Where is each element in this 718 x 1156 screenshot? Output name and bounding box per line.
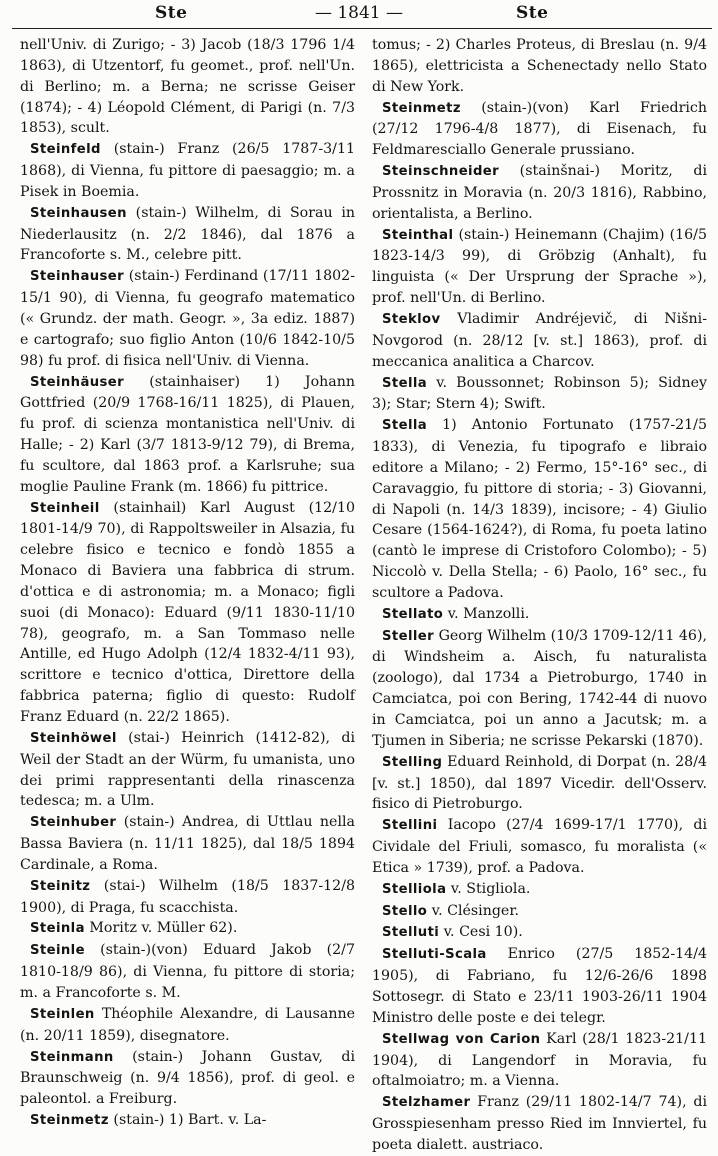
entry-text: Karl (28/1 1823-21/11 1904), di Langendorf in Moravia, fu oftalmoiatro; m. a Vienna. bbox=[372, 1030, 708, 1090]
dictionary-entry bbox=[372, 35, 707, 98]
dictionary-entry bbox=[20, 728, 355, 812]
dictionary-entry bbox=[372, 309, 707, 373]
entry-headword: Stelluti bbox=[382, 925, 440, 941]
entry-text: (stai-) Heinrich (1412-82), di Weil der Stadt an der Würm, fu umanista, uno dei primi rappresentanti della rinascenza tedesca; m. a Ulm. bbox=[20, 729, 355, 810]
running-head-right: Ste bbox=[516, 3, 549, 23]
entry-headword: Steinlen bbox=[30, 1006, 95, 1022]
dictionary-entry bbox=[20, 372, 355, 498]
dictionary-entry bbox=[20, 498, 355, 728]
entry-headword: Steinhäuser bbox=[30, 374, 125, 390]
entry-headword: Steinheil bbox=[30, 500, 100, 516]
dictionary-entry bbox=[372, 901, 707, 923]
entry-headword: Steinle bbox=[30, 943, 85, 959]
entry-text: Georg Wilhelm (10/3 1709-12/11 46), di Windsheim a. Aisch, fu naturalista (zoologo), dal 1734 a Pietroburgo, 1740 in Camciatca, poi con Bering, 1742-44 di nuovo in Camciatca, poi un anno a Jacutsk; m. a Tjumen in Siberia; ne scrisse Pekarski (1870). bbox=[372, 627, 707, 749]
page-number: — 1841 — bbox=[314, 3, 404, 23]
entry-headword: Stellato bbox=[382, 606, 444, 622]
entry-headword: Steinmetz bbox=[382, 100, 461, 116]
entry-headword: Steinhöwel bbox=[30, 730, 117, 746]
entry-text: (stain-) Ferdinand (17/11 1802-15/1 90), di Vienna, fu geografo matematico (« Grundz. der math. Geogr. », 3a ediz. 1887) e cartografo; suo figlio Anton (10/6 1842-10/5 98) fu prof. di fisica nell'Univ. di Vienna. bbox=[20, 268, 355, 369]
dictionary-entry bbox=[20, 139, 355, 203]
entry-headword: Steinhausen bbox=[30, 205, 127, 221]
entry-text: v. Clésinger. bbox=[427, 902, 520, 919]
entry-text: tomus; - 2) Charles Proteus, di Breslau (n. 9/4 1865), elettricista a Schenectady nello Stato di New York. bbox=[372, 37, 707, 95]
entry-text: (stai-) Wilhelm (18/5 1837-12/8 1900), di Praga, fu scacchista. bbox=[20, 877, 355, 916]
left-column bbox=[20, 35, 355, 1132]
dictionary-entry bbox=[372, 98, 707, 162]
entry-headword: Stelling bbox=[382, 754, 443, 770]
entry-headword: Steklov bbox=[382, 311, 441, 327]
dictionary-entry bbox=[372, 604, 707, 626]
entry-headword: Steinla bbox=[30, 921, 85, 937]
entry-text: Vladimir Andréjevič, di Nišni-Novgorod (n. 28/12 [v. st.] 1863), prof. di meccanica analitica a Charcov. bbox=[372, 310, 707, 370]
dictionary-entry bbox=[372, 1092, 707, 1156]
dictionary-entry bbox=[372, 1029, 707, 1093]
dictionary-entry bbox=[20, 1047, 355, 1111]
entry-headword: Stello bbox=[382, 903, 428, 919]
entry-text: Iacopo (27/4 1699-17/1 1770), di Cividale del Friuli, somasco, fu moralista (« Etica » 1739), prof. a Padova. bbox=[372, 817, 707, 876]
entry-headword: Stelliola bbox=[382, 881, 447, 897]
entry-text: (stain-) Andrea, di Uttlau nella Bassa Baviera (n. 11/11 1825), dal 18/5 1894 Cardinale, a Roma. bbox=[20, 814, 355, 873]
dictionary-entry bbox=[372, 415, 707, 604]
entry-headword: Steinhuber bbox=[30, 815, 117, 831]
entry-headword: Stellini bbox=[382, 818, 438, 834]
entry-text: (stainšnai-) Moritz, di Prossnitz in Moravia (n. 20/3 1816), Rabbino, orientalista, a Berlino. bbox=[372, 163, 707, 222]
dictionary-entry bbox=[372, 373, 707, 416]
entry-text: (stain-) Franz (26/5 1787-3/11 1868), di Vienna, fu pittore di paesaggio; m. a Pisek in Boemia. bbox=[20, 141, 355, 200]
entry-headword: Steinitz bbox=[30, 878, 91, 894]
running-head-left: Ste bbox=[155, 3, 188, 23]
entry-text: Moritz v. Müller 62). bbox=[84, 920, 238, 937]
dictionary-entry bbox=[20, 940, 355, 1004]
dictionary-entry bbox=[20, 35, 355, 139]
dictionary-entry bbox=[372, 626, 707, 752]
dictionary-entry bbox=[372, 922, 707, 944]
entry-text: 1) Antonio Fortunato (1757-21/5 1833), di Venezia, fu tipografo e libraio editore a Milano; - 2) Fermo, 15°-16° sec., di Caravaggio, fu pittore di storia; - 3) Giovanni, di Napoli (n. 14/3 1839), incisore; - 4) Giulio Cesare (1564-1624?), di Roma, fu poeta latino (cantò le imprese di Cristoforo Colombo); - 5) Niccolò v. Della Stella; - 6) Paolo, 16° sec., fu scultore a Padova. bbox=[372, 417, 707, 601]
dictionary-entry bbox=[20, 203, 355, 267]
dictionary-entry bbox=[372, 161, 707, 225]
entry-text: (stainhaiser) 1) Johann Gottfried (20/9 1768-16/11 1825), di Plauen, fu prof. di scienza montanistica nell'Univ. di Halle; - 2) Karl (3/7 1813-9/12 79), di Brema, fu scultore, dal 1863 prof. a Karlsruhe; sua moglie Pauline Frank (m. 1866) fu pittrice. bbox=[20, 373, 355, 495]
entry-headword: Steinmann bbox=[30, 1049, 114, 1065]
dictionary-entry bbox=[20, 876, 355, 919]
entry-headword: Stella bbox=[382, 375, 428, 391]
dictionary-entry bbox=[20, 918, 355, 940]
entry-headword: Stella bbox=[382, 418, 428, 434]
entry-text: (stain-)(von) Karl Friedrich (27/12 1796-4/8 1877), di Eisenach, fu Feldmaresciallo Generale prussiano. bbox=[372, 99, 707, 159]
right-column bbox=[372, 35, 707, 1156]
dictionary-entry bbox=[372, 879, 707, 901]
entry-text: Théophile Alexandre, di Lausanne (n. 20/11 1859), disegnatore. bbox=[20, 1005, 355, 1044]
entry-text: Eduard Reinhold, di Dorpat (n. 28/4 [v. st.] 1850), dal 1897 Vicedir. dell'Osserv. fisico di Pietroburgo. bbox=[372, 753, 707, 813]
entry-headword: Stelluti-Scala bbox=[382, 947, 487, 963]
dictionary-entry bbox=[372, 944, 707, 1028]
entry-text: (stainhail) Karl August (12/10 1801-14/9 70), di Rappoltsweiler in Alsazia, fu celebre fisico e tecnico e fondò 1855 a Monaco di Baviera una fabbrica di strum. d'ottica e di astronomia; m. a Monaco; figli suoi (di Monaco): Eduard (9/11 1830-11/10 78), geografo, m. a San Tommaso nelle Antille, ed Hugo Adolph (12/4 1832-4/11 93), scrittore e tecnico d'ottica, Direttore della fabbrica paterna; figlio di questo: Rudolf Franz Eduard (n. 22/2 1865). bbox=[20, 499, 355, 725]
entry-headword: Steinmetz bbox=[30, 1113, 109, 1129]
entry-text: v. Boussonnet; Robinson 5); Sidney 3); Star; Stern 4); Swift. bbox=[372, 374, 707, 413]
entry-text: Franz (29/11 1802-14/7 74), di Grosspiesenham presso Ried im Innviertel, fu poeta dialett. austriaco. bbox=[372, 1094, 707, 1153]
entry-text: v. Manzolli. bbox=[443, 605, 530, 622]
entry-headword: Steller bbox=[382, 628, 435, 644]
entry-text: nell'Univ. di Zurigo; - 3) Jacob (18/3 1796 1/4 1863), di Utzentorf, fu geomet., prof. nell'Un. di Berlino; m. a Berna; ne scrisse Geiser (1874); - 4) Léopold Clément, di Parigi (n. 7/3 1853), scult. bbox=[20, 37, 355, 137]
entry-text: (stain-) Heinemann (Chajim) (16/5 1823-14/3 99), di Gröbzig (Anhalt), fu linguista (« Der Ursprung der Sprache »), prof. nell'Un. di Berlino. bbox=[372, 226, 707, 307]
dictionary-entry bbox=[20, 266, 355, 371]
dictionary-entry bbox=[372, 815, 707, 879]
dictionary-entry bbox=[20, 1004, 355, 1047]
header-rule bbox=[12, 28, 712, 29]
entry-headword: Steinfeld bbox=[30, 142, 101, 158]
entry-text: v. Stigliola. bbox=[446, 880, 531, 897]
dictionary-entry bbox=[372, 752, 707, 816]
entry-text: (stain-) Wilhelm, di Sorau in Niederlausitz (n. 2/2 1846), dal 1876 a Francoforte s. M., celebre pitt. bbox=[20, 204, 355, 264]
entry-headword: Steinthal bbox=[382, 227, 454, 243]
dictionary-entry bbox=[20, 812, 355, 876]
entry-text: (stain-) 1) Bart. v. La- bbox=[108, 1112, 267, 1129]
dictionary-entry bbox=[372, 225, 707, 309]
entry-headword: Stellwag von Carion bbox=[382, 1031, 541, 1047]
dictionary-entry bbox=[20, 1110, 355, 1132]
entry-headword: Steinhauser bbox=[30, 269, 125, 285]
entry-headword: Stelzhamer bbox=[382, 1095, 471, 1111]
entry-text: (stain-) Johann Gustav, di Braunschweig (n. 9/4 1856), prof. di geol. e paleontol. a Freiburg. bbox=[20, 1048, 355, 1108]
entry-text: v. Cesi 10). bbox=[439, 924, 523, 941]
page-header bbox=[0, 0, 718, 34]
entry-headword: Steinschneider bbox=[382, 164, 500, 180]
entry-text: (stain-)(von) Eduard Jakob (2/7 1810-18/9 86), di Vienna, fu pittore di storia; m. a Francoforte s. M. bbox=[20, 942, 355, 1001]
entry-text: Enrico (27/5 1852-14/4 1905), di Fabriano, fu 12/6-26/6 1898 Sottosegr. di Stato e 23/11 1903-26/11 1904 Ministro delle poste e dei telegr. bbox=[372, 946, 707, 1026]
